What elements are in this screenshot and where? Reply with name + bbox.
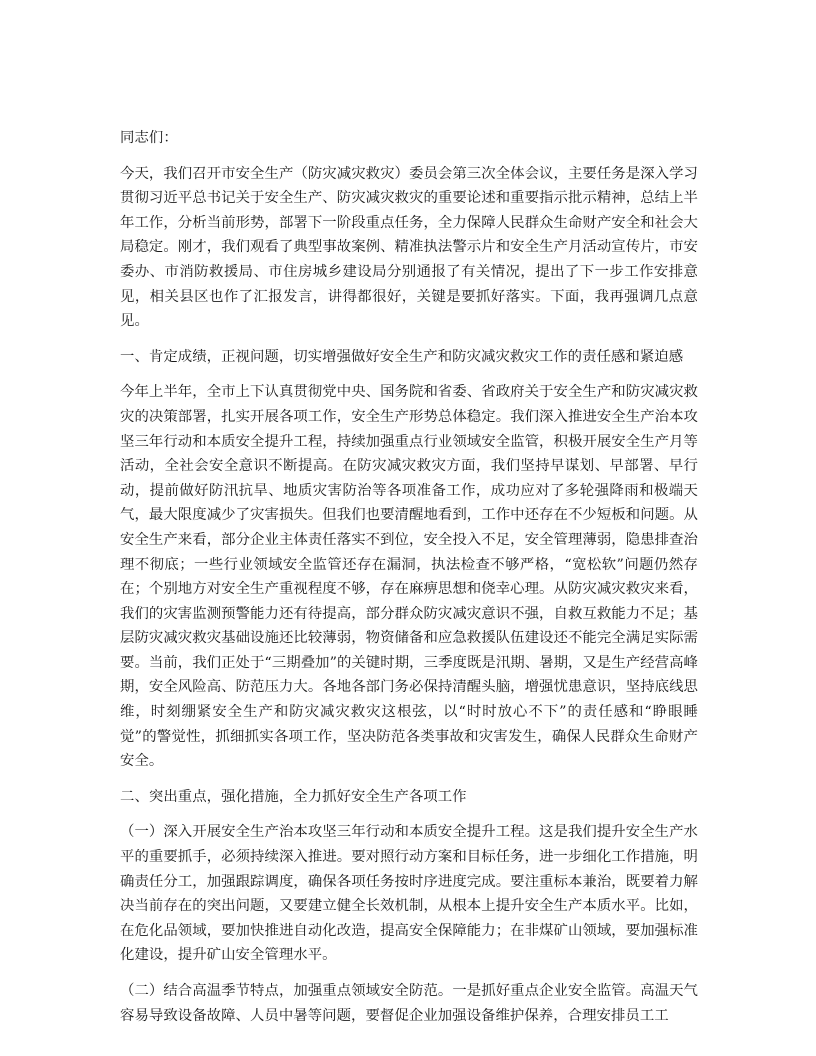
section-1-body: 今年上半年，全市上下认真贯彻党中央、国务院和省委、省政府关于安全生产和防灾减灾救灾的决策部署，扎实开展各项工作，安全生产形势总体稳定。我们深入推进安全生产治本攻坚三年行动和本质安全提升工程，持续加强重点行业领域安全监管，积极开展安全生产月等活动，全社会安全意识不断提高。在防灾减灾救灾方面，我们坚持早谋划、早部署、早行动，提前做好防汛抗旱、地质灾害防治等各项准备工作，成功应对了多轮强降雨和极端天气，最大限度减少了灾害损失。但我们也要清醒地看到，工作中还存在不少短板和问题。从安全生产来看，部分企业主体责任落实不到位，安全投入不足，安全管理薄弱，隐患排查治理不彻底；一些行业领域安全监管还存在漏洞，执法检查不够严格，“宽松软”问题仍然存在；个别地方对安全生产重视程度不够，存在麻痹思想和侥幸心理。从防灾减灾救灾来看，我们的灾害监测预警能力还有待提高，部分群众防灾减灾意识不强，自救互救能力不足；基层防灾减灾救灾基础设施还比较薄弱，物资储备和应急救援队伍建设还不能完全满足实际需要。当前，我们正处于“三期叠加”的关键时期，三季度既是汛期、暑期，又是生产经营高峰期，安全风险高、防范压力大。各地各部门务必保持清醒头脑，增强忧患意识，坚持底线思维，时刻绷紧安全生产和防灾减灾救灾这根弦，以“时时放心不下”的责任感和“睁眼睡觉”的警觉性，抓细抓实各项工作，坚决防范各类事故和灾害发生，确保人民群众生命财产安全。 xyxy=(120,384,699,770)
section-2-item-2: （二）结合高温季节特点，加强重点领域安全防范。一是抓好重点企业安全监管。高温天气容易导致设备故障、人员中暑等问题，要督促企业加强设备维护保养，合理安排员工工 xyxy=(120,983,698,1024)
intro-paragraph: 今天，我们召开市安全生产（防灾减灾救灾）委员会第三次全体会议，主要任务是深入学习贯彻习近平总书记关于安全生产、防灾减灾救灾的重要论述和重要指示批示精神，总结上半年工作，分析当前形势，部署下一阶段重点任务，全力保障人民群众生命财产安全和社会大局稳定。刚才，我们观看了典型事故案例、精准执法警示片和安全生产月活动宣传片，市安委办、市消防救援局、市住房城乡建设局分别通报了有关情况，提出了下一步工作安排意见，相关县区也作了汇报发言，讲得都很好，关键是要抓好落实。下面，我再强调几点意见。 xyxy=(120,165,698,330)
section-2-item-1: （一）深入开展安全生产治本攻坚三年行动和本质安全提升工程。这是我们提升安全生产水平的重要抓手，必须持续深入推进。要对照行动方案和目标任务，进一步细化工作措施，明确责任分工，加强跟踪调度，确保各项任务按时序进度完成。要注重标本兼治，既要着力解决当前存在的突出问题，又要建立健全长效机制，从根本上提升安全生产本质水平。比如，在危化品领域，要加快推进自动化改造，提高安全保障能力；在非煤矿山领域，要加强标准化建设，提升矿山安全管理水平。 xyxy=(120,824,698,964)
section-1-heading: 一、肯定成绩，正视问题，切实增强做好安全生产和防灾减灾救灾工作的责任感和紧迫感 xyxy=(120,348,684,365)
salutation: 同志们： xyxy=(120,130,178,146)
speech-document xyxy=(120,126,698,1039)
section-2-heading: 二、突出重点，强化措施，全力抓好安全生产各项工作 xyxy=(120,788,467,805)
